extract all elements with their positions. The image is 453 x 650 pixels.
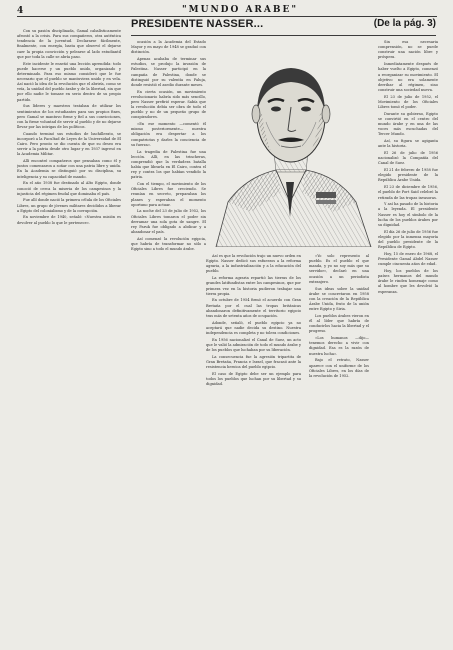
paragraph: Hoy, 15 de enero de 1968, el Presidente Gamal Abdel Nasser cumple cincuenta años de edad. bbox=[378, 251, 438, 267]
headline-rule bbox=[131, 35, 436, 36]
paragraph: Este incidente le enseñó una lección aprendida: todo puede hacerse y un pueblo unido, organizado y determinado. Para eso mismo consideró que le fue necesario que el pueblo se mantuviera unido y en vela. Así nació la idea de la revolución que el abriría, como se veía, la unidad del pueblo árabe y de la libertad, sin que por ello nadie le tomase en serio dentro de su propio partido. bbox=[17, 61, 121, 102]
paragraph: Inmediatamente después de haber vuelto a Egipto, comenzó a reorganizar su movimiento. El objetivo no era solamente derribar al régimen, sino construir una sociedad nueva. bbox=[378, 62, 438, 92]
paragraph: Durante su gobierno, Egipto se convirtió en el centro del mundo árabe y en una de las voces más escuchadas del Tercer Mundo. bbox=[378, 111, 438, 137]
top-rule bbox=[17, 16, 437, 17]
paragraph: «En ese momento —comentó él mismo posteriormente— nuestra obligación era despertar a los compatriotas y darles la conciencia de su fuerza». bbox=[131, 122, 206, 147]
paragraph: Así comenzó la revolución egipcia, que habría de transformar no sólo a Egipto sino a todo el mundo árabe. bbox=[131, 236, 206, 252]
paragraph: El 23 de julio de 1952, el Movimiento de los Oficiales Libres tomó el poder. bbox=[378, 94, 438, 110]
paragraph: ocasión a la Academia del Estado Mayor y en mayo de 1948 se graduó con distinción. bbox=[131, 40, 206, 55]
nasser-portrait bbox=[206, 42, 376, 247]
paragraph: Así, su figura se agiganta ante la historia. bbox=[378, 139, 438, 149]
paragraph: Sus líderes y maestros trataban de utilizar los sentimientos de los estudiantes para sus propios fines, pero Gamal se mantuvo firme y fiel a sus convicciones, con la firme voluntad de servir al pueblo y de no dejarse llevar por las intrigas de los políticos. bbox=[17, 104, 121, 129]
paragraph: En 1956 nacionalizó el Canal de Suez, un acto que le valió la admiración de todo el mundo árabe y de los pueblos que luchaban por su liberación. bbox=[206, 337, 301, 353]
article-headline bbox=[131, 18, 436, 34]
page-number: 4 bbox=[17, 6, 24, 16]
paragraph: El caso de Egipto debe ser un ejemplo para todos los pueblos que luchan por su libertad y su dignidad. bbox=[206, 371, 301, 387]
publication-title: "MUNDO ARABE" bbox=[181, 5, 299, 15]
paragraph: El día 26 de julio de 1956 fue elegido por la inmensa mayoría del pueblo presidente de la República de Egipto. bbox=[378, 229, 438, 250]
paragraph: Fue allí donde nació la primera célula de los Oficiales Libres, un grupo de jóvenes militares decididos a liberar a Egipto del colonialismo y de la corrupción. bbox=[17, 198, 121, 213]
paragraph: La consecuencia fue la agresión tripartita de Gran Bretaña, Francia e Israel, que fracasó ante la resistencia heroica del pueblo egipcio. bbox=[206, 354, 301, 370]
text-column-5 bbox=[378, 40, 438, 640]
paragraph: En octubre de 1954 firmó el acuerdo con Gran Bretaña por el cual las tropas británicas abandonaron definitivamente el territorio egipcio tras más de setenta años de ocupación. bbox=[206, 298, 301, 318]
paragraph: En el año 1938 fue destinado al Alto Egipto, donde conoció de cerca la miseria de los campesinos y la injusticia del régimen feudal que dominaba el país. bbox=[17, 181, 121, 196]
paragraph: Y así ha pasado de la historia a la leyenda. El presidente Nasser es hoy el símbolo de la lucha de los pueblos árabes por su dignidad. bbox=[378, 202, 438, 227]
paragraph: «Los humanos —dijo— tenemos derecho a vivir con dignidad. Esa es la razón de nuestra lucha». bbox=[309, 336, 369, 356]
paragraph: El 26 de julio de 1956 nacionalizó la Compañía del Canal de Suez. bbox=[378, 151, 438, 166]
paragraph: «Yo solo represento al pueblo. Es el pueblo el que manda, y yo no soy más que su servidor», declaró en una ocasión a un periodista extranjero. bbox=[309, 254, 369, 284]
paragraph: El 23 de diciembre de 1956, el pueblo de Port Said celebró la retirada de las tropas invasoras. bbox=[378, 185, 438, 200]
paragraph: En cierta ocasión, un movimiento revolucionario habría sido más sencillo, pero Nasser prefirió esperar. Sabía que la revolución debía ser obra de todo el pueblo y no de un pequeño grupo de conspiradores. bbox=[131, 89, 206, 120]
paragraph: Con el tiempo, el movimiento de los Oficiales Libres fue creciendo. Se reunían en secreto, preparaban los planes y esperaban el momento oportuno para actuar. bbox=[131, 182, 206, 207]
text-column-4 bbox=[309, 254, 369, 640]
caption-paragraph: Bajo el retrato, Nasser aparece con el uniforme de los Oficiales Libres, en los días de la revolución de 1952. bbox=[309, 358, 369, 378]
headline-continuation: (De la pág. 3) bbox=[373, 18, 436, 29]
paragraph: Cuando terminó sus estudios de bachillerato, se incorporó a la Facultad de Leyes de la Universidad de El Cairo. Pero pronto se dio cuenta de que su deseo era servir a la patria desde otro lugar y en 1937 ingresó en la Academia Militar. bbox=[17, 131, 121, 157]
paragraph: Sus ideas sobre la unidad árabe se concretaron en 1958 con la creación de la República Árabe Unida, fruto de la unión entre Egipto y Siria. bbox=[309, 286, 369, 312]
paragraph: La noche del 23 de julio de 1952, los Oficiales Libres tomaron el poder sin derramar una sola gota de sangre. El rey Faruk fue obligado a abdicar y a abandonar el país. bbox=[131, 209, 206, 235]
text-column-2 bbox=[131, 40, 206, 640]
paragraph: Allí encontró compañeros que pensaban como él y juntos comenzaron a soñar con una patria libre y unida. En la Academia se distinguió por su disciplina, su inteligencia y su capacidad de mando. bbox=[17, 159, 121, 179]
paragraph: Con su pasión disciplinada, Gamal cabalísticamente afrontó a la crisis. Para sus compañeros, otra auténtica tendencia de la juventud. Declararse fácilmente, finalmente, con energía, basta que observó el dejarse caer la propia convicción y pelearse al lado estudiantil que por toda la calle se abría paso. bbox=[17, 29, 121, 59]
paragraph: En noviembre de 1940, señaló: «Nuestra misión es devolver al pueblo lo que le pertenece». bbox=[17, 215, 121, 225]
paragraph: Los pueblos árabes vieron en él al líder que habría de conducirlos hacia la libertad y el progreso. bbox=[309, 313, 369, 334]
text-column-3 bbox=[206, 254, 301, 640]
paragraph: Sin esa necesaria comprensión, no se puede construir una nación libre y próspera. bbox=[378, 40, 438, 60]
paragraph: Hoy, los pueblos de los países hermanos del mundo árabe le rinden homenaje como al hombre que les devolvió la esperanza. bbox=[378, 268, 438, 294]
text-column-1 bbox=[17, 29, 121, 641]
paragraph: La reforma agraria repartió las tierras de los grandes latifundistas entre los campesinos, que por primera vez en la historia pudieron trabajar una tierra propia. bbox=[206, 276, 301, 296]
paragraph: El 21 de febrero de 1958 fue elegido presidente de la República Árabe Unida. bbox=[378, 168, 438, 183]
paragraph: Así es que la revolución trajo un nuevo orden en Egipto. Nasser dedicó sus esfuerzos a la reforma agraria, a la industrialización y a la educación del pueblo. bbox=[206, 254, 301, 274]
paragraph: La tragedia de Palestina fue una lección. Allí, en las trincheras, comprendió que la verdadera batalla había que librarla en El Cairo, contra el rey y contra los que habían vendido la patria. bbox=[131, 149, 206, 180]
paragraph: Apenas acababa de terminar sus estudios, se produjo la invasión de Palestina. Nasser participó en la campaña de Palestina, donde se distinguió por su valentía en Faluja, donde resistió el asedio durante meses. bbox=[131, 57, 206, 87]
headline-title: PRESIDENTE NASSER... bbox=[131, 18, 264, 30]
paragraph: Adonde, señaló, el pueblo egipcio ya no aceptará que nadie decida su destino. Nuestra independencia es completa y no tolera condiciones. bbox=[206, 320, 301, 335]
